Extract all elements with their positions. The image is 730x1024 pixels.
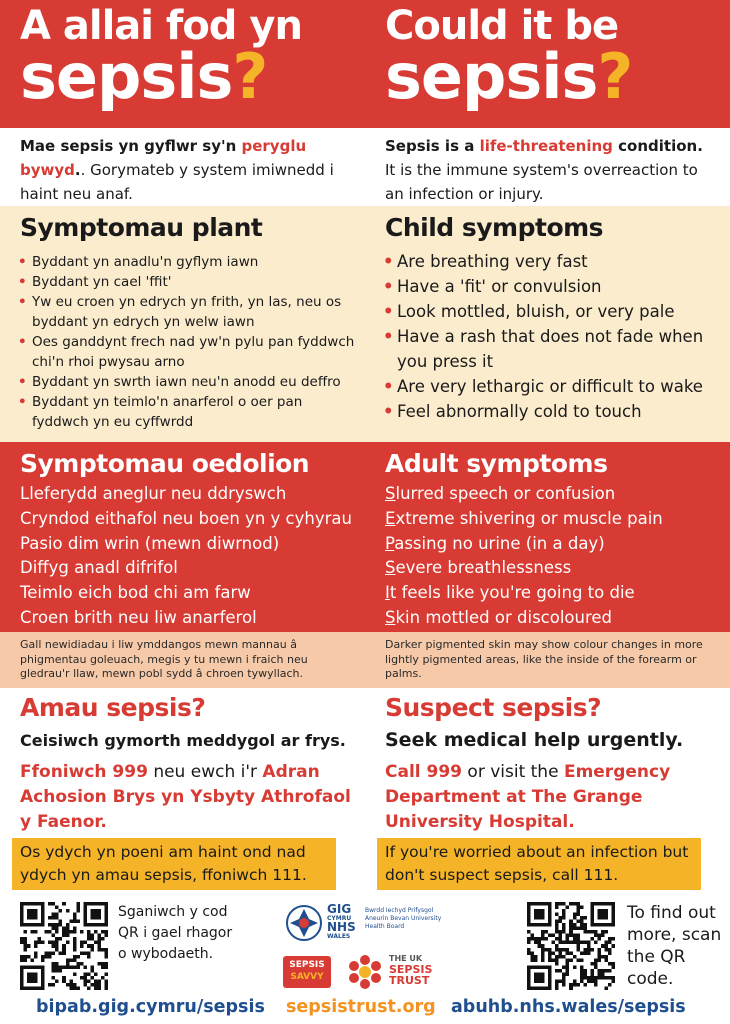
english-child-symptom: • Are breathing very fast [383,249,723,274]
english-child-symptom: • Have a 'fit' or convulsion [383,274,723,299]
welsh-qr-code[interactable] [20,902,108,990]
english-skin-note: Darker pigmented skin may show colour changes in more lightly pigmented areas, like the inside of the forearm or palms. [385,638,703,680]
english-title-line1: Could it be [385,3,619,49]
welsh-suspect-heading: Amau sepsis? [20,693,206,722]
english-intro: Sepsis is a life-threatening condition. It is the immune system's overreaction to an infection or injury. [385,137,703,203]
english-child-list [383,249,723,424]
welsh-adult-heading: Symptomau oedolion [20,449,310,478]
welsh-adult-symptom: Pasio dim wrin (mewn diwrnod) [20,533,280,553]
sepsis-trust-flower-icon [345,952,385,992]
welsh-child-list [18,252,358,432]
english-column [365,0,730,1024]
english-child-symptom: • Have a rash that does not fade when you press it [383,324,723,374]
welsh-child-symptom: • Byddant yn anadlu'n gyflym iawn [18,252,358,272]
nhs-wales-logo [285,902,455,948]
english-title [385,3,725,113]
welsh-child-symptom: • Oes ganddynt frech nad yw'n pylu pan fyddwch chi'n rhoi pwysau arno [18,332,358,372]
welsh-child-symptom: • Yw eu croen yn edrych yn frith, yn las, neu os byddant yn edrych yn welw iawn [18,292,358,332]
english-adult-symptom: Passing no urine (in a day) [385,533,605,553]
welsh-seek-help: Ceisiwch gymorth meddygol ar frys. [20,731,346,750]
english-adult-symptom: Severe breathlessness [385,558,572,578]
welsh-111-box: Os ydych yn poeni am haint ond nad ydych yn amau sepsis, ffoniwch 111. [12,838,336,890]
english-adult-symptom: Skin mottled or discoloured [385,607,613,627]
welsh-adult-list [20,482,360,631]
welsh-call-instructions: Ffoniwch 999 neu ewch i'r Adran Achosion Brys yn Ysbyty Athrofaol y Faenor. [20,762,351,832]
welsh-qr-text: Sganiwch y cod QR i gael rhagor o wybodaeth. [118,904,233,962]
health-board-name: Bwrdd Iechyd Prifysgol Aneurin Bevan University Health Board [365,907,442,930]
sepsis-trust-wordmark: THE UK SEPSIS TRUST [389,954,433,987]
english-qr-code[interactable] [527,902,615,990]
welsh-adult-symptom: Teimlo eich bod chi am farw [20,583,251,603]
welsh-website-link[interactable]: bipab.gig.cymru/sepsis [36,997,265,1017]
english-suspect-heading: Suspect sepsis? [385,693,602,722]
english-adult-symptom: Slurred speech or confusion [385,484,616,503]
welsh-skin-note: Gall newidiadau i liw ymddangos mewn mannau â phigmentau goleuach, megis y tu mewn i fraich neu gledrau'r llaw, mewn pobl sydd â chroen tywyllach. [20,638,308,680]
english-adult-symptom: It feels like you're going to die [385,583,635,603]
welsh-title-line1: A allai fod yn [20,3,302,49]
welsh-adult-symptom: Diffyg anadl difrifol [20,558,178,578]
sepsis-savvy-logo: SEPSIS SAVVY [283,956,331,988]
english-child-symptom: • Look mottled, bluish, or very pale [383,299,723,324]
welsh-child-heading: Symptomau plant [20,213,263,242]
footer-links [0,996,730,1024]
welsh-adult-symptom: Cryndod eithafol neu boen yn y cyhyrau [20,508,352,528]
english-website-link[interactable]: abuhb.nhs.wales/sepsis [451,997,686,1017]
welsh-child-symptom: • Byddant yn teimlo'n anarferol o oer pan fyddwch yn eu cyffwrdd [18,392,358,432]
english-qr-text: To find out more, scan the QR code. [627,903,722,989]
english-adult-list [385,482,725,631]
uk-sepsis-trust-logo [345,952,445,992]
welsh-title [20,3,360,113]
english-seek-help: Seek medical help urgently. [385,729,684,751]
english-call-instructions: Call 999 or visit the Emergency Department at The Grange University Hospital. [385,762,671,832]
english-adult-symptom: Extreme shivering or muscle pain [385,508,663,528]
welsh-adult-symptom: Lleferydd aneglur neu ddryswch [20,484,287,503]
dragon-emblem-icon [285,904,323,942]
english-title-line2: sepsis? [385,40,633,113]
welsh-child-symptom: • Byddant yn cael 'ffit' [18,272,358,292]
welsh-title-line2: sepsis? [20,40,268,113]
welsh-child-symptom: • Byddant yn swrth iawn neu'n anodd eu deffro [18,372,358,392]
welsh-adult-symptom: Croen brith neu liw anarferol [20,607,257,627]
english-child-heading: Child symptoms [385,213,604,242]
english-111-box: If you're worried about an infection but don't suspect sepsis, call 111. [377,838,701,890]
english-child-symptom: • Feel abnormally cold to touch [383,399,723,424]
sepsis-trust-link[interactable]: sepsistrust.org [286,997,436,1017]
english-adult-heading: Adult symptoms [385,449,608,478]
welsh-intro: Mae sepsis yn gyflwr sy'n peryglu bywyd.. Gorymateb y system imiwnedd i haint neu anaf. [20,137,334,203]
english-child-symptom: • Are very lethargic or difficult to wake [383,374,723,399]
nhs-wales-wordmark: GIG CYMRU NHS WALES [327,902,356,940]
